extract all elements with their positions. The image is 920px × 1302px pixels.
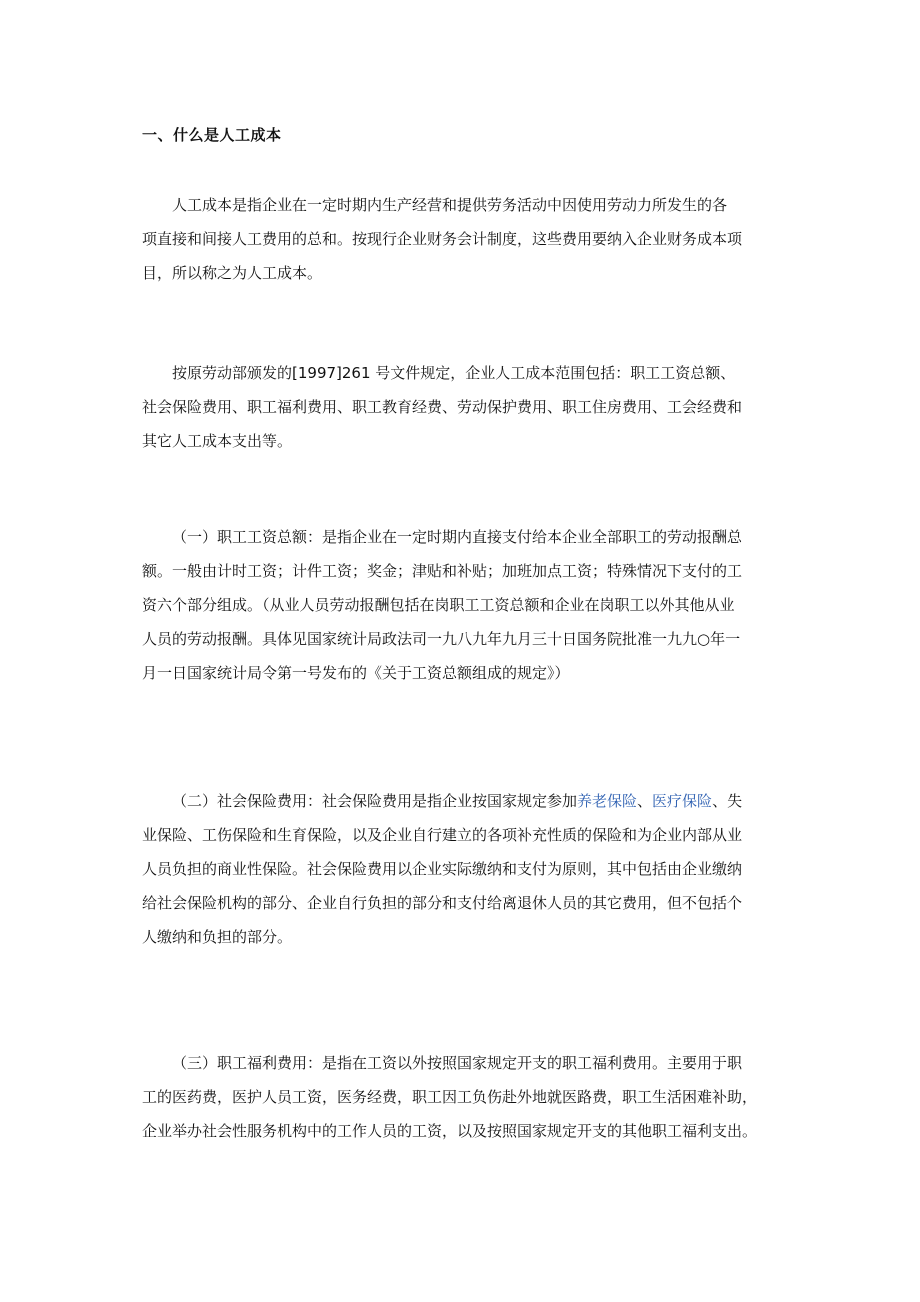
text-span: 号文件规定，企业人工成本范围包括：职工工资总额、	[370, 364, 736, 382]
document-number: [1997]261	[292, 364, 371, 382]
paragraph-definition	[142, 188, 797, 290]
link-pension-insurance[interactable]: 养老保险	[577, 792, 638, 810]
paragraph-line: 人工成本是指企业在一定时期内生产经营和提供劳务活动中因使用劳动力所发生的各	[172, 196, 728, 214]
paragraph-line: 其它人工成本支出等。	[142, 432, 293, 450]
paragraph-line: 企业举办社会性服务机构中的工作人员的工资，以及按照国家规定开支的其他职工福利支出。	[142, 1122, 758, 1140]
paragraph-line: 目，所以称之为人工成本。	[142, 264, 323, 282]
paragraph-total-wages	[142, 520, 797, 690]
paragraph-social-insurance	[142, 784, 797, 954]
paragraph-line: 人员负担的商业性保险。社会保险费用以企业实际缴纳和支付为原则，其中包括由企业缴纳	[142, 860, 743, 878]
paragraph-line: 项直接和间接人工费用的总和。按现行企业财务会计制度，这些费用要纳入企业财务成本项	[142, 230, 743, 248]
paragraph-line: （三）职工福利费用：是指在工资以外按照国家规定开支的职工福利费用。主要用于职	[172, 1054, 743, 1072]
paragraph-scope	[142, 356, 797, 458]
paragraph-line: 额。一般由计时工资；计件工资；奖金；津贴和补贴；加班加点工资；特殊情况下支付的工	[142, 562, 743, 580]
paragraph-line: 人员的劳动报酬。具体见国家统计局政法司一九八九年九月三十日国务院批准一九九○年一	[142, 630, 741, 648]
paragraph-line: 社会保险费用、职工福利费用、职工教育经费、劳动保护费用、职工住房费用、工会经费和	[142, 398, 743, 416]
text-span: 按原劳动部颁发的	[172, 364, 293, 382]
paragraph-welfare	[142, 1046, 797, 1148]
section-heading: 一、什么是人工成本	[142, 126, 282, 144]
link-medical-insurance[interactable]: 医疗保险	[652, 792, 713, 810]
paragraph-line: 月一日国家统计局令第一号发布的《关于工资总额组成的规定》）	[142, 664, 570, 682]
paragraph-line: 业保险、工伤保险和生育保险，以及企业自行建立的各项补充性质的保险和为企业内部从业	[142, 826, 743, 844]
text-span: 、	[637, 792, 653, 810]
paragraph-line: （一）职工工资总额：是指企业在一定时期内直接支付给本企业全部职工的劳动报酬总	[172, 528, 743, 546]
text-span: （二）社会保险费用：社会保险费用是指企业按国家规定参加	[172, 792, 578, 810]
paragraph-line: 工的医药费，医护人员工资，医务经费，职工因工负伤赴外地就医路费，职工生活困难补助，	[142, 1088, 758, 1106]
paragraph-line: 人缴纳和负担的部分。	[142, 928, 293, 946]
paragraph-line	[142, 784, 797, 818]
paragraph-line: 资六个部分组成。（从业人员劳动报酬包括在岗职工工资总额和企业在岗职工以外其他从业	[142, 596, 735, 614]
paragraph-line	[142, 356, 797, 390]
text-span: 、失	[712, 792, 743, 810]
paragraph-line: 给社会保险机构的部分、企业自行负担的部分和支付给离退休人员的其它费用，但不包括个	[142, 894, 743, 912]
